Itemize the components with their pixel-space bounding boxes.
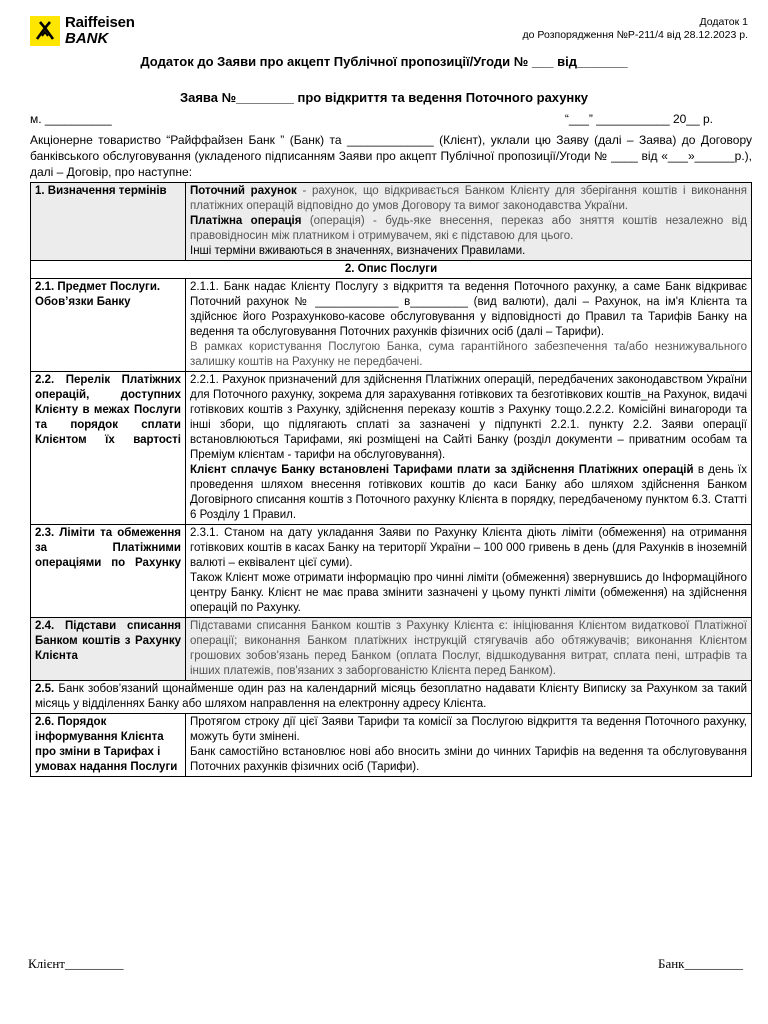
section-2-1-p1: 2.1.1. Банк надає Клієнту Послугу з відкриття та ведення Поточного рахунку, а саме Банк відкриває Поточний рахунок № _____________ в_________ (вид валюти), далі – Рахунок, на ім'я Клієнта та здійснює його Розрахунково-касове обслуговування у відповідності до Правил та Тарифів Банку на ведення та обслуговування Поточних рахунків фізичних осіб (далі – Тарифи). [190, 281, 747, 338]
section-2-2-label: 2.2. Перелік Платіжних операцій, доступних Клієнту в межах Послуги та порядок сплати Клієнтом їх вартості [31, 372, 186, 525]
section-2-6-content [186, 714, 752, 777]
def-current-account: - рахунок, що відкривається Банком Клієнту для зберігання коштів і виконання платіжних операцій відповідно до умов Договору та вимог законодавства України. [190, 185, 747, 212]
section-2-6-label: 2.6. Порядок інформування Клієнта про зміни в Тарифах і умовах надання Послуги [31, 714, 186, 777]
raiffeisen-cross-icon [30, 16, 60, 46]
section-2-1-label: 2.1. Предмет Послуги. Обов’язки Банку [31, 279, 186, 372]
terms-table [30, 182, 752, 777]
term-current-account: Поточний рахунок [190, 185, 297, 197]
city-date-line [30, 112, 713, 126]
section-2-5-row [31, 681, 752, 714]
section-2-1-p2: В рамках користування Послугою Банка, сума гарантійного забезпечення та/або незнижувального залишку коштів на Рахунку не передбачені. [190, 341, 747, 368]
section-2-4-label: 2.4. Підстави списання Банком коштів з Рахунку Клієнта [31, 618, 186, 681]
section-2-6-p2: Банк самостійно встановлює нові або вносить зміни до чинних Тарифів на ведення та обслуговування Поточних рахунків фізичних осіб (Тарифи). [190, 746, 747, 773]
section-2-1-content [186, 279, 752, 372]
other-terms: Інші терміни вживаються в значеннях, визначених Правилами. [190, 245, 526, 257]
addendum-line2: до Розпорядження №Р-211/4 від 28.12.2023 р. [522, 29, 748, 41]
section-2-2-bold: Клієнт сплачує Банку встановлені Тарифами плати за здійснення Платіжних операцій [190, 464, 694, 476]
intro-paragraph: Акціонерне товариство “Райффайзен Банк ” (Банк) та _____________ (Клієнт), уклали цю Заяву (далі – Заява) до Договору банківського обслуговування (укладеного підписанням Заяви про акцепт Публічної пропозиції/Угоди № ____ від «___»______р.), далі – Договір, про наступне: [30, 133, 752, 179]
section-2-6-p1: Протягом строку дії цієї Заяви Тарифи та комісії за Послугою відкриття та ведення Поточного рахунку, можуть бути змінені. [190, 716, 747, 743]
city-field: м. __________ [30, 112, 112, 126]
section-2-heading-row [31, 261, 752, 279]
section-2-3-content [186, 525, 752, 618]
section-2-1-row [31, 279, 752, 372]
section-2-2-p2: в день їх проведення шляхом внесення готівкових коштів до каси Банку або шляхом здійснення Банком Договірного списання коштів з Поточного рахунку Клієнта в порядку, передбаченому пунктом 6.3. Статті 6 Розділу 1 Правил. [190, 464, 747, 521]
client-signature: Клієнт_________ [28, 956, 124, 971]
section-1-row [31, 183, 752, 261]
addendum-note [523, 16, 748, 42]
section-2-5-content [31, 681, 752, 714]
section-2-2-p1: 2.2.1. Рахунок призначений для здійснення Платіжних операцій, передбачених законодавством України для Поточного рахунку, зокрема для зарахування готівкових та безготівкових коштів_на Рахунок, видачі готівкових коштів з Рахунку, здійснення переказу коштів з Рахунку тощо.2.2.2. Комісійні винагороди та інші збори, що підлягають сплаті за зазначені у підпункті 2.2.1. пункту 2.2. Заяви операції встановлюються Тарифами, які розміщені на Сайті Банку (розділ документи – приватним особам та Преміум клієнтам - тарифи на обслуговування). [190, 374, 747, 461]
section-2-2-content [186, 372, 752, 525]
document-title: Додаток до Заяви про акцепт Публічної пропозиції/Угоди № ___ від_______ [140, 54, 628, 69]
section-2-5-number: 2.5. [35, 683, 55, 695]
logo-text-line2: BANK [65, 30, 109, 47]
logo-text-line1: Raiffeisen [65, 14, 135, 31]
section-2-3-row [31, 525, 752, 618]
section-1-label: 1. Визначення термінів [31, 183, 186, 261]
section-2-3-label: 2.3. Ліміти та обмеження за Платіжними операціями по Рахунку [31, 525, 186, 618]
section-2-heading: 2. Опис Послуги [31, 261, 752, 279]
section-2-3-p2: Також Клієнт може отримати інформацію про чинні ліміти (обмеження) звернувшись до Інформаційного центру Банку. Клієнт не має права змінити зазначені у цьому пункті ліміти (обмеження) на здійснення операцій по Рахунку. [190, 572, 747, 614]
application-title: Заява №________ про відкриття та ведення Поточного рахунку [179, 90, 589, 105]
bank-signature: Банк_________ [657, 956, 743, 971]
date-field: “___” ___________ 20__ р. [564, 112, 713, 126]
section-2-4-content: Підставами списання Банком коштів з Рахунку Клієнта є: ініціювання Клієнтом видаткової Платіжної операції; виконання Банком платіжних інструкцій стягувачів або обтяжувачів; виконання Клієнтом грошових зобов'язань перед Банком (оплата Послуг, відшкодування витрат, сплата пені, штрафів та інших платежів, пов'язаних з заборгованістю Клієнта перед Банком). [186, 618, 752, 681]
raiffeisen-logo [30, 14, 140, 50]
section-2-4-row [31, 618, 752, 681]
section-2-3-p1: 2.3.1. Станом на дату укладання Заяви по Рахунку Клієнта діють ліміти (обмеження) на отримання готівкових коштів в касах Банку на території України – 100 000 гривень в день (для Рахунків в іноземній валюті – еквівалент цієї суми). [190, 527, 747, 569]
def-payment-operation: (операція) - будь-яке внесення, переказ або зняття коштів незалежно від правовідносин між платником і отримувачем, які є підставою для цього. [190, 215, 747, 242]
section-1-content [186, 183, 752, 261]
section-2-5-text: Банк зобов’язаний щонайменше один раз на календарний місяць безоплатно надавати Клієнту Виписку за Рахунком за такий місяць у відділеннях Банку або шляхом направлення на електронну адресу Клієнта. [35, 683, 747, 710]
term-payment-operation: Платіжна операція [190, 215, 302, 227]
section-2-2-row [31, 372, 752, 525]
addendum-line1: Додаток 1 [699, 16, 748, 28]
section-2-6-row [31, 714, 752, 777]
